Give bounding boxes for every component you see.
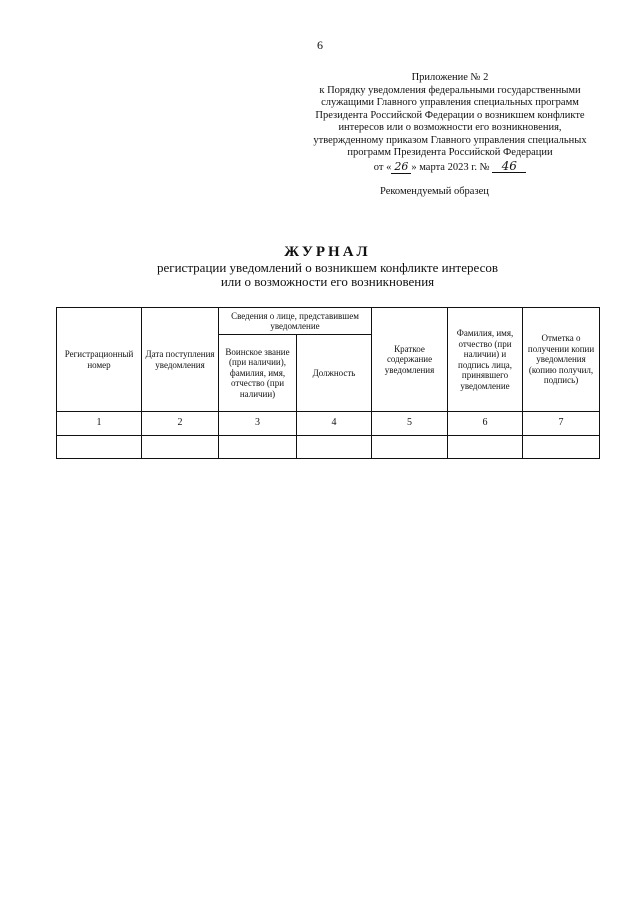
- table-empty-row: [57, 436, 600, 459]
- empty-cell: [523, 436, 600, 459]
- journal-title-block: [100, 243, 555, 289]
- handwritten-day: 26: [391, 161, 411, 175]
- column-number: 5: [372, 412, 448, 436]
- registration-journal-table: [56, 307, 600, 459]
- page-number: 6: [317, 38, 323, 52]
- header-rank-name: Воинское звание (при наличии), фамилия, имя, отчество (при наличии): [219, 335, 297, 412]
- appendix-line: интересов или о возможности его возникновения,: [338, 122, 562, 133]
- empty-cell: [142, 436, 219, 459]
- journal-title: ЖУРНАЛ: [284, 244, 371, 260]
- date-prefix: от «: [373, 161, 392, 173]
- column-number: 2: [142, 412, 219, 436]
- appendix-line: служащими Главного управления специальных программ: [321, 97, 579, 108]
- date-middle: » марта 2023 г. №: [411, 161, 490, 173]
- header-receiver: Фамилия, имя, отчество (при наличии) и подпись лица, принявшего уведомление: [448, 308, 523, 412]
- journal-subtitle-line: или о возможности его возникновения: [220, 274, 435, 289]
- column-number: 6: [448, 412, 523, 436]
- column-number: 3: [219, 412, 297, 436]
- empty-cell: [372, 436, 448, 459]
- appendix-date-line: [300, 160, 600, 175]
- appendix-line: к Порядку уведомления федеральными государственными: [319, 84, 581, 96]
- journal-subtitle-line: регистрации уведомлений о возникшем конфликте интересов: [157, 260, 498, 275]
- header-position: Должность: [297, 335, 372, 412]
- column-number: 7: [523, 412, 600, 436]
- recommended-sample-label: Рекомендуемый образец: [380, 186, 489, 197]
- appendix-header: [300, 72, 600, 174]
- appendix-title: Приложение № 2: [411, 72, 489, 83]
- header-summary: Краткое содержание уведомления: [372, 308, 448, 412]
- empty-cell: [297, 436, 372, 459]
- handwritten-order-number: 46: [492, 160, 526, 174]
- empty-cell: [57, 436, 142, 459]
- appendix-line: утвержденному приказом Главного управления специальных: [313, 134, 587, 146]
- column-number: 1: [57, 412, 142, 436]
- header-person-info-group: Сведения о лице, представившем уведомление: [219, 308, 372, 335]
- empty-cell: [448, 436, 523, 459]
- empty-cell: [219, 436, 297, 459]
- appendix-line: Президента Российской Федерации о возникшем конфликте: [315, 109, 585, 121]
- table-column-numbers-row: [57, 412, 600, 436]
- column-number: 4: [297, 412, 372, 436]
- header-registration-number: Регистрационный номер: [57, 308, 142, 412]
- appendix-line: программ Президента Российской Федерации: [347, 147, 553, 158]
- header-receipt-date: Дата поступления уведомления: [142, 308, 219, 412]
- table-header-row: [57, 308, 600, 335]
- header-copy-receipt-mark: Отметка о получении копии уведомления (копию получил, подпись): [523, 308, 600, 412]
